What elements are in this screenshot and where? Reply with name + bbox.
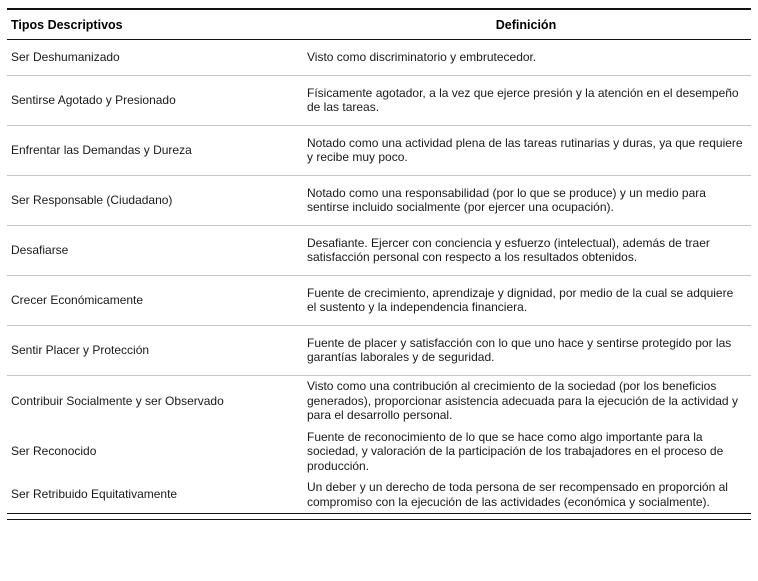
tipo-cell: Sentirse Agotado y Presionado (11, 92, 176, 107)
table-row (7, 126, 751, 176)
definicion-cell: Desafiante. Ejercer con conciencia y esfuerzo (intelectual), además de traer satisfacción personal con respecto a los resultados obtenidos. (307, 235, 710, 264)
definicion-cell: Notado como una actividad plena de las tareas rutinarias y duras, ya que requiere y recibe muy poco. (307, 135, 743, 164)
definicion-cell: Visto como discriminatorio y embrutecedor. (307, 50, 537, 64)
table-row (7, 40, 751, 76)
definicion-cell: Fuente de placer y satisfacción con lo que uno hace y sentirse protegido por las garantías laborales y de seguridad. (307, 335, 732, 364)
tipo-cell: Ser Responsable (Ciudadano) (11, 192, 173, 207)
tipo-cell: Contribuir Socialmente y ser Observado (11, 393, 224, 408)
descriptive-types-table (7, 8, 751, 520)
header-definicion: Definición (495, 18, 557, 32)
table-row (7, 426, 751, 477)
table-row (7, 376, 751, 427)
tipo-cell: Sentir Placer y Protección (11, 342, 150, 357)
definicion-cell: Notado como una responsabilidad (por lo que se produce) y un medio para sentirse incluido socialmente (por ejercer una ocupación). (307, 185, 706, 214)
definicion-cell: Un deber y un derecho de toda persona de ser recompensado en proporción al compromiso con la ejecución de las actividades (económica y socialmente). (307, 480, 728, 509)
definicion-cell: Fuente de reconocimiento de lo que se hace como algo importante para la sociedad, y valoración de la participación de los trabajadores en el proceso de producción. (307, 429, 724, 473)
table-row (7, 226, 751, 276)
header-tipos-descriptivos: Tipos Descriptivos (11, 18, 123, 32)
tipo-cell: Desafiarse (11, 242, 69, 257)
tipo-cell: Enfrentar las Demandas y Dureza (11, 142, 192, 157)
tipo-cell: Ser Deshumanizado (11, 50, 120, 64)
tipo-cell: Ser Reconocido (11, 444, 97, 458)
table-bottom-rule (7, 513, 751, 520)
tipo-cell: Ser Retribuido Equitativamente (11, 487, 178, 502)
table-row (7, 176, 751, 226)
table-row (7, 326, 751, 376)
table-row (7, 276, 751, 326)
definicion-cell: Físicamente agotador, a la vez que ejerce presión y la atención en el desempeño de las tareas. (307, 85, 739, 114)
table-row (7, 76, 751, 126)
definicion-cell: Visto como una contribución al crecimiento de la sociedad (por los beneficios generados), proporcionar asistencia adecuada para la ejecución de la actividad y para el desarrollo personal. (307, 379, 738, 422)
table-header-row (7, 10, 751, 40)
tipo-cell: Crecer Económicamente (11, 292, 144, 307)
definicion-cell: Fuente de crecimiento, aprendizaje y dignidad, por medio de la cual se adquiere el sustento y la independencia financiera. (307, 285, 734, 314)
table-row (7, 477, 751, 513)
